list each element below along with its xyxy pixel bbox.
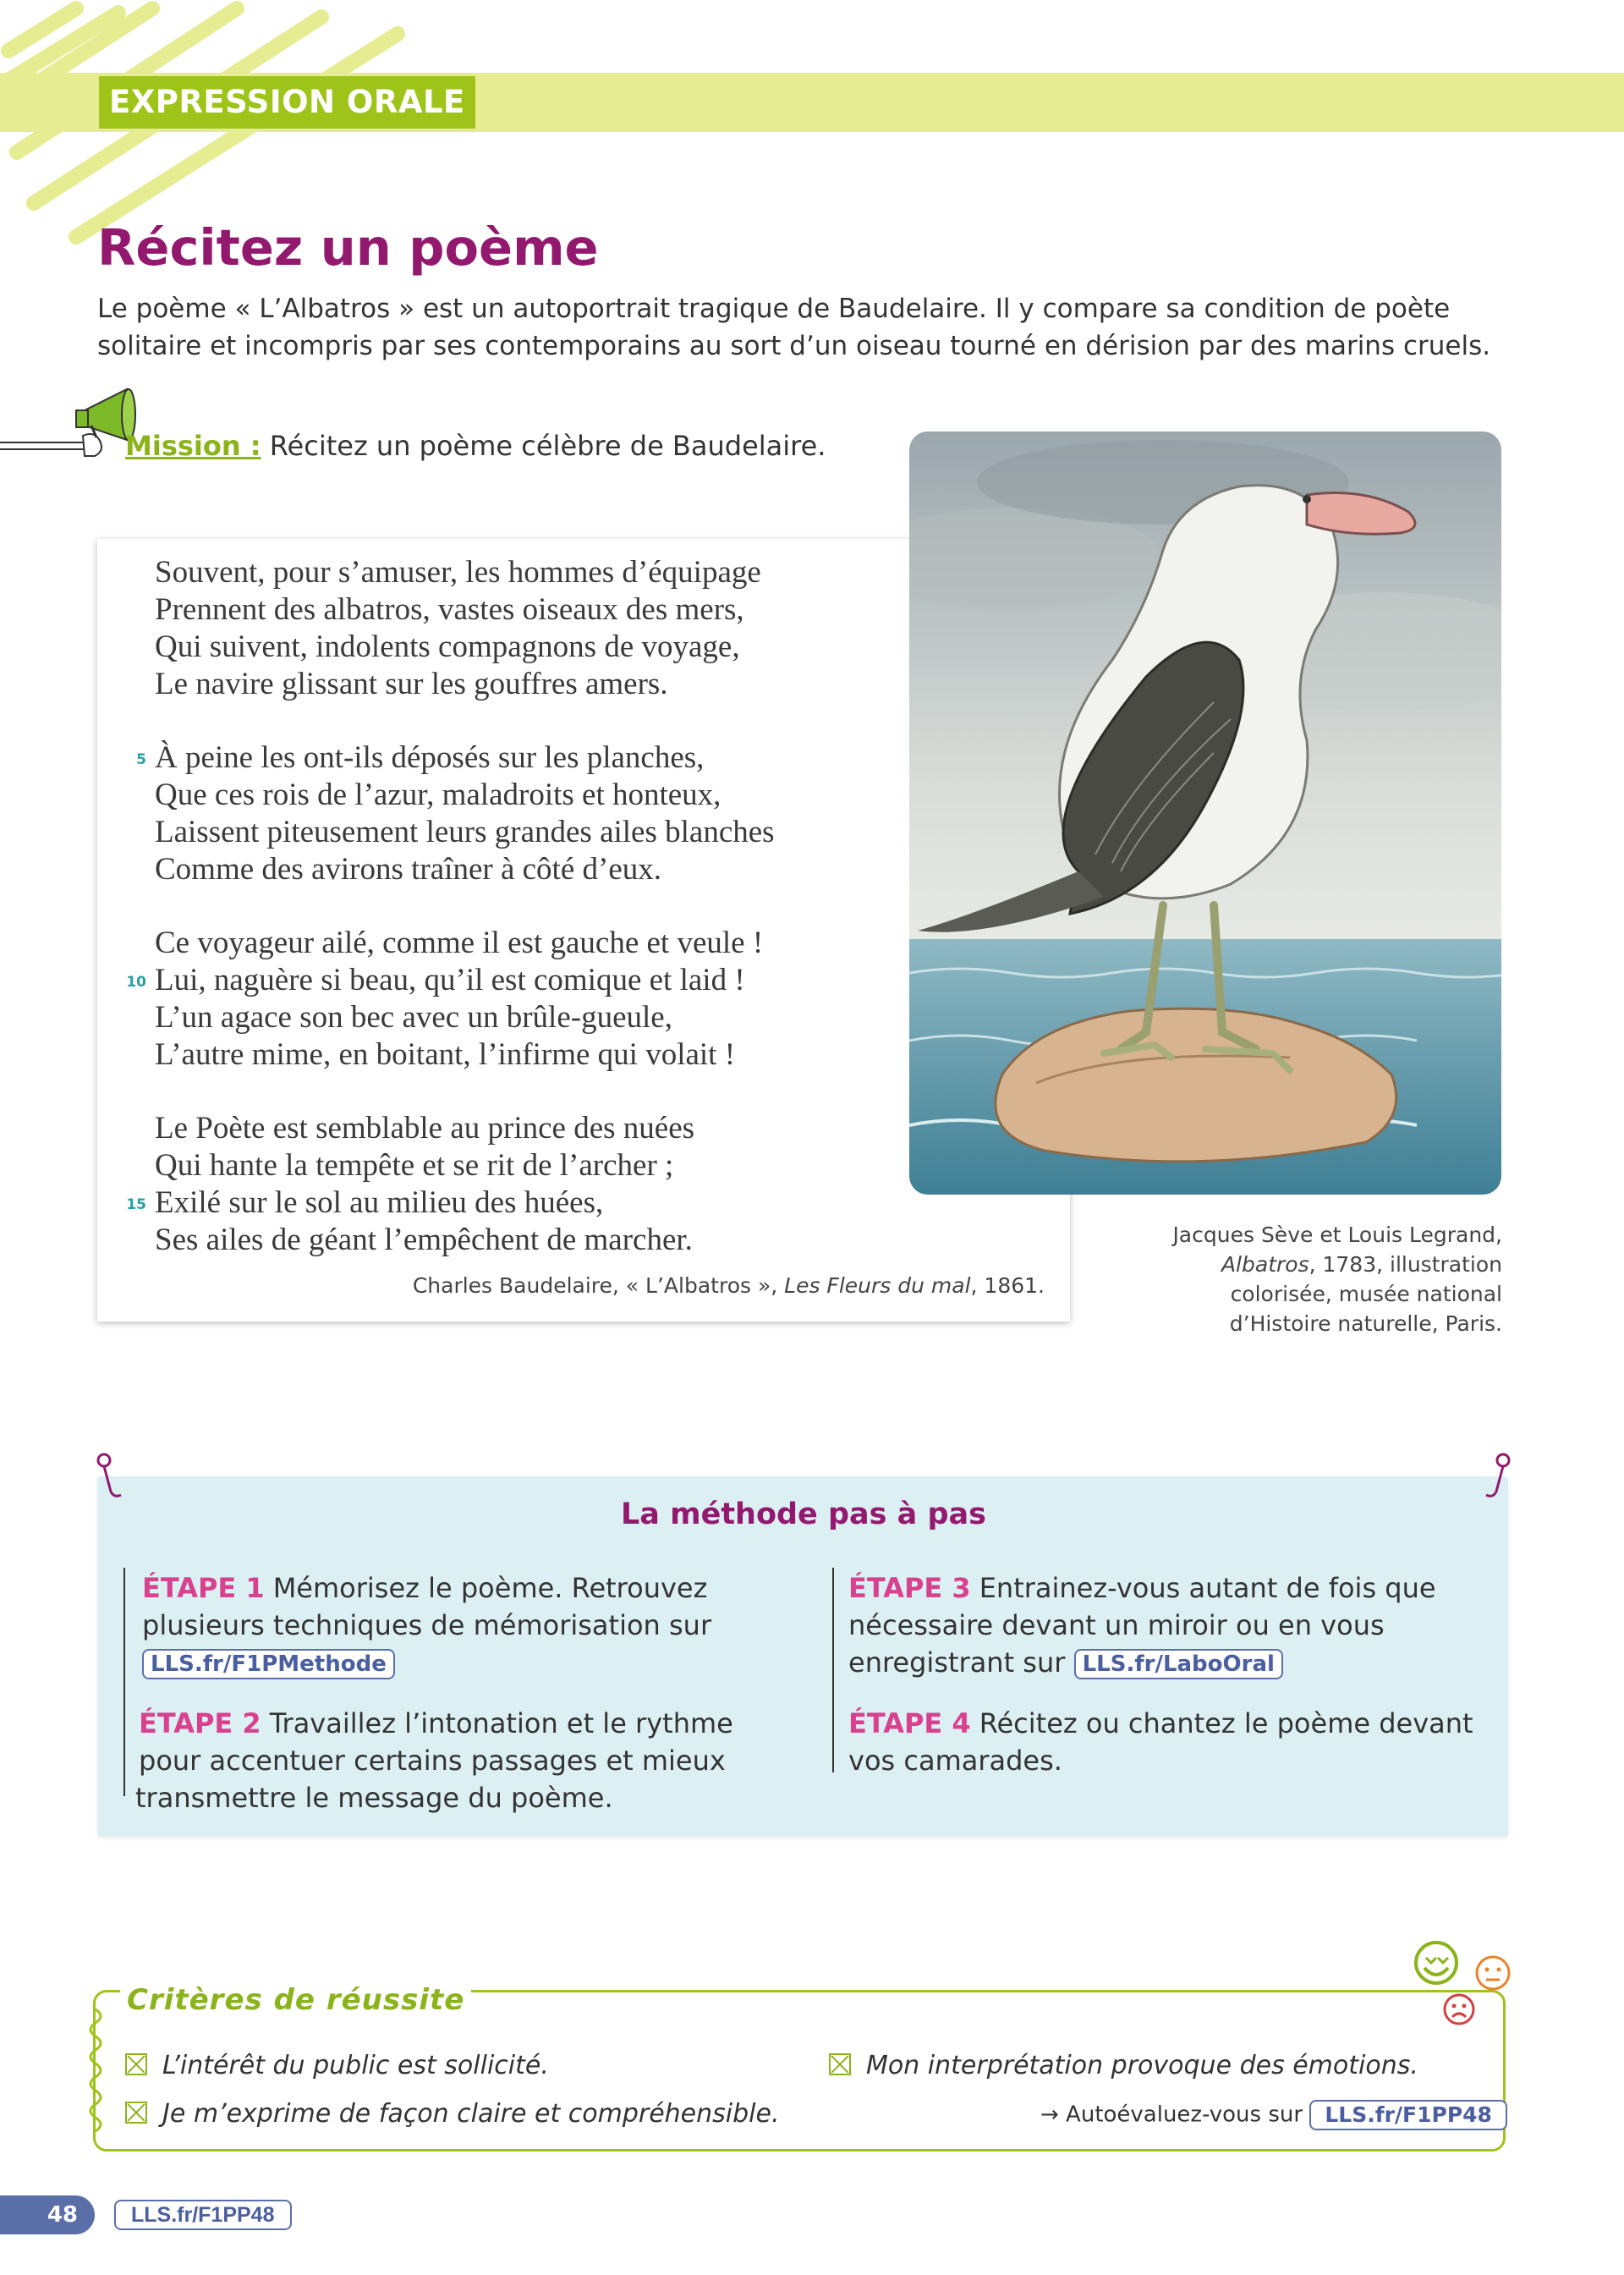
image-caption: Jacques Sève et Louis Legrand, Albatros, 1783, illustration colorisée, musée national d’Histoire naturelle, Paris. bbox=[1172, 1223, 1502, 1336]
etape-label: ÉTAPE 1 bbox=[142, 1572, 265, 1604]
intro-paragraph: Le poème « L’Albatros » est un autoportrait tragique de Baudelaire. Il y compare sa condition de poète solitaire et incompris par ses contemporains au sort d’un oiseau tourné en dérision par des marins cruels. bbox=[97, 294, 1491, 361]
criteria-title: Critères de réussite bbox=[120, 1983, 471, 2017]
divider bbox=[123, 1568, 125, 1796]
poem-line: L’un agace son bec avec un brûle-gueule, bbox=[155, 1000, 672, 1035]
poem-line: Que ces rois de l’azur, maladroits et honteux, bbox=[155, 778, 721, 812]
mission-label: Mission : bbox=[125, 430, 261, 462]
divider bbox=[832, 1568, 834, 1772]
checkbox-checked-icon bbox=[125, 2102, 147, 2124]
stanza-2 bbox=[136, 739, 775, 888]
autoevaluation: → Autoévaluez-vous sur LLS.fr/F1PP48 bbox=[1040, 2100, 1507, 2130]
checkbox-checked-icon bbox=[125, 2053, 147, 2075]
poem-line: Qui suivent, indolents compagnons de voyage, bbox=[155, 629, 740, 664]
mission-line bbox=[125, 430, 826, 462]
etape-3: ÉTAPE 3 Entrainez-vous autant de fois que nécessaire devant un miroir ou en vous enregistrant sur LLS.fr/LaboOral bbox=[848, 1572, 1436, 1679]
etape-1: ÉTAPE 1 Mémorisez le poème. Retrouvez plusieurs techniques de mémorisation sur LLS.fr/F1PMethode bbox=[142, 1569, 785, 1681]
stanza-3 bbox=[126, 925, 775, 1074]
page-title: Récitez un poème bbox=[97, 218, 599, 277]
methode-title: La méthode pas à pas bbox=[621, 1497, 986, 1531]
criteria-item: L’intérêt du public est sollicité. bbox=[125, 2051, 549, 2080]
poem-line: Souvent, pour s’amuser, les hommes d’équipage bbox=[155, 555, 761, 590]
labo-oral-link[interactable]: LLS.fr/LaboOral bbox=[1074, 1649, 1283, 1679]
poem-line: Comme des avirons traîner à côté d’eux. bbox=[155, 852, 661, 887]
poem-text bbox=[126, 554, 775, 1295]
line-number: 15 bbox=[126, 1196, 146, 1213]
section-tag: EXPRESSION ORALE bbox=[99, 76, 475, 129]
stanza-1 bbox=[155, 554, 775, 703]
poem-line: L’autre mime, en boitant, l’infirme qui volait ! bbox=[155, 1037, 736, 1072]
footer-link[interactable]: LLS.fr/F1PP48 bbox=[114, 2200, 292, 2230]
footer-link-wrapper bbox=[114, 2200, 292, 2230]
etape-label: ÉTAPE 4 bbox=[848, 1707, 971, 1739]
poem-line: Prennent des albatros, vastes oiseaux des mers, bbox=[155, 592, 744, 627]
poem-line: Qui hante la tempête et se rit de l’archer ; bbox=[155, 1148, 674, 1183]
etape-label: ÉTAPE 2 bbox=[139, 1707, 261, 1739]
albatross-illustration bbox=[909, 431, 1501, 1195]
stanza-4 bbox=[126, 1110, 775, 1259]
criteria-item: Je m’exprime de façon claire et compréhensible. bbox=[125, 2099, 779, 2129]
poem-line: 5 À peine les ont-ils déposés sur les planches, bbox=[155, 739, 775, 777]
smiley-icons bbox=[1404, 1937, 1522, 2030]
line-number: 5 bbox=[136, 751, 146, 768]
poem-line: 15 Exilé sur le sol au milieu des huées, bbox=[155, 1184, 775, 1222]
poem-line: Ses ailes de géant l’empêchent de marcher. bbox=[155, 1223, 693, 1257]
poem-line: 10 Lui, naguère si beau, qu’il est comique et laid ! bbox=[155, 962, 775, 999]
checkbox-checked-icon bbox=[829, 2053, 851, 2075]
poem-line: Le navire glissant sur les gouffres amers. bbox=[155, 667, 668, 701]
etape-4: ÉTAPE 4 Récitez ou chantez le poème devant vos camarades. bbox=[848, 1707, 1473, 1777]
etape-label: ÉTAPE 3 bbox=[848, 1572, 971, 1604]
criteria-item: Mon interprétation provoque des émotions. bbox=[829, 2051, 1418, 2080]
mission-text: Récitez un poème célèbre de Baudelaire. bbox=[261, 430, 826, 462]
poem-source: Charles Baudelaire, « L’Albatros », Les Fleurs du mal, 1861. bbox=[412, 1273, 1045, 1298]
line-number: 10 bbox=[126, 974, 146, 991]
poem-line: Laissent piteusement leurs grandes ailes blanches bbox=[155, 815, 775, 849]
page-number: 48 bbox=[0, 2195, 95, 2234]
poem-line: Le Poète est semblable au prince des nuées bbox=[155, 1111, 695, 1146]
poem-line: Ce voyageur ailé, comme il est gauche et veule ! bbox=[155, 926, 764, 960]
etape-2: ÉTAPE 2 Travaillez l’intonation et le rythme pour accentuer certains passages et mieux transmettre le message du poème. bbox=[135, 1707, 733, 1814]
spiral-binding-decoration bbox=[83, 2005, 108, 2140]
methode-link[interactable]: LLS.fr/F1PMethode bbox=[142, 1649, 395, 1679]
autoeval-link[interactable]: LLS.fr/F1PP48 bbox=[1309, 2100, 1507, 2130]
